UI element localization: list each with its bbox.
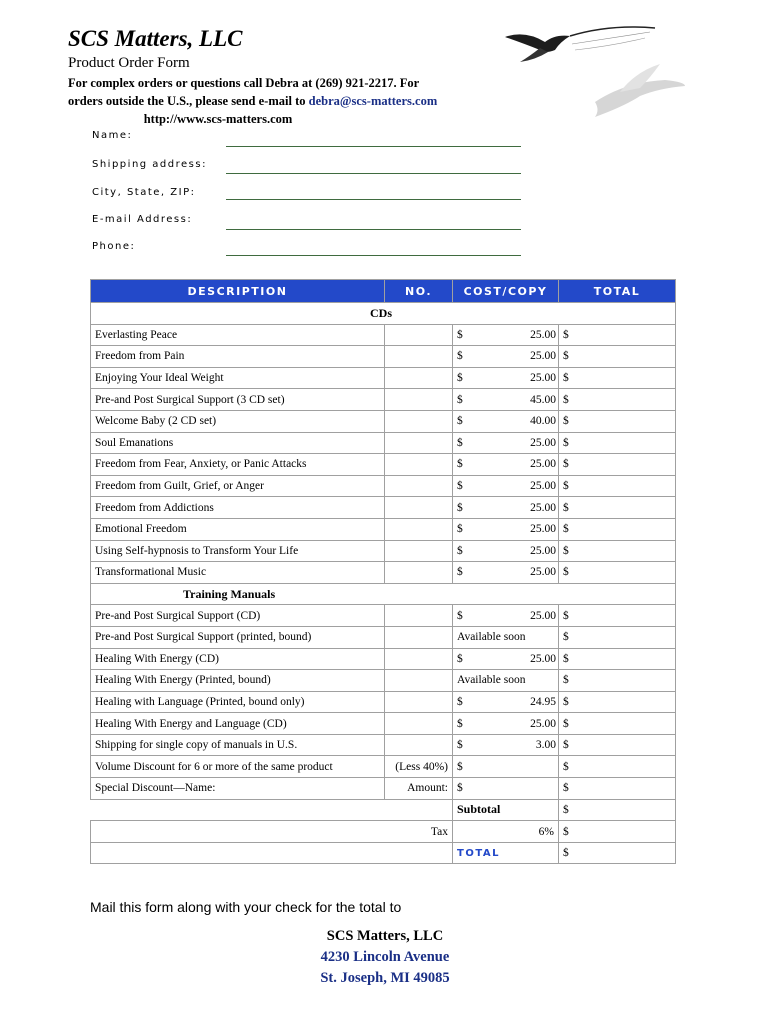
currency-symbol: $ bbox=[457, 717, 463, 730]
currency-symbol: $ bbox=[563, 501, 569, 514]
intro-text bbox=[68, 74, 488, 128]
currency-symbol: $ bbox=[563, 717, 569, 730]
quantity-input[interactable] bbox=[385, 691, 453, 713]
table-row bbox=[91, 497, 676, 519]
currency-symbol: $ bbox=[563, 480, 569, 493]
currency-symbol: $ bbox=[457, 609, 463, 622]
currency-symbol: $ bbox=[457, 501, 463, 514]
order-table bbox=[90, 279, 676, 864]
currency-symbol: $ bbox=[563, 393, 569, 406]
table-row bbox=[91, 605, 676, 627]
blank-cell bbox=[91, 799, 453, 821]
cost-header: COST/COPY bbox=[453, 280, 559, 303]
item-description: Healing with Language (Printed, bound only) bbox=[91, 691, 385, 713]
line-total-cell[interactable] bbox=[559, 497, 676, 519]
cost-cell bbox=[453, 389, 559, 411]
cost-cell bbox=[453, 518, 559, 540]
currency-symbol: $ bbox=[457, 436, 463, 449]
item-description: Pre-and Post Surgical Support (printed, bound) bbox=[91, 626, 385, 648]
quantity-input[interactable] bbox=[385, 626, 453, 648]
currency-symbol: $ bbox=[457, 372, 463, 385]
line-total-cell[interactable] bbox=[559, 454, 676, 476]
mail-company-name: SCS Matters, LLC bbox=[326, 928, 444, 944]
table-row bbox=[91, 367, 676, 389]
line-total-cell[interactable] bbox=[559, 713, 676, 735]
currency-symbol: $ bbox=[457, 544, 463, 557]
currency-symbol: $ bbox=[563, 782, 569, 795]
cost-cell bbox=[453, 734, 559, 756]
tax-row bbox=[91, 821, 676, 843]
company-name: SCS Matters, LLC bbox=[68, 26, 243, 51]
table-row bbox=[91, 648, 676, 670]
quantity-input[interactable] bbox=[385, 324, 453, 346]
special-discount-amount[interactable] bbox=[453, 778, 559, 800]
cost-cell bbox=[453, 713, 559, 735]
currency-symbol: $ bbox=[563, 523, 569, 536]
table-header-row bbox=[91, 280, 676, 303]
table-row bbox=[91, 389, 676, 411]
unit-cost: 24.95 bbox=[530, 695, 556, 708]
bird-logo-icon bbox=[500, 22, 690, 122]
cost-cell bbox=[453, 670, 559, 692]
quantity-input[interactable] bbox=[385, 454, 453, 476]
line-total-cell[interactable] bbox=[559, 605, 676, 627]
line-total-cell[interactable] bbox=[559, 410, 676, 432]
line-total-cell[interactable] bbox=[559, 346, 676, 368]
currency-symbol: $ bbox=[563, 372, 569, 385]
availability-note: Available soon bbox=[457, 674, 526, 687]
currency-symbol: $ bbox=[563, 760, 569, 773]
table-row bbox=[91, 734, 676, 756]
currency-symbol: $ bbox=[563, 847, 569, 860]
no-header: NO. bbox=[385, 280, 453, 303]
phone-field[interactable] bbox=[226, 255, 521, 256]
currency-symbol: $ bbox=[563, 674, 569, 687]
city-state-zip-label: City, State, ZIP: bbox=[92, 187, 196, 198]
line-total-cell[interactable] bbox=[559, 540, 676, 562]
quantity-input[interactable] bbox=[385, 475, 453, 497]
form-title: Product Order Form bbox=[68, 55, 190, 71]
currency-symbol: $ bbox=[457, 695, 463, 708]
item-description: Healing With Energy and Language (CD) bbox=[91, 713, 385, 735]
section-row bbox=[91, 583, 676, 605]
email-link[interactable]: debra@scs-matters.com bbox=[308, 94, 438, 108]
currency-symbol: $ bbox=[457, 739, 463, 752]
unit-cost: 25.00 bbox=[530, 328, 556, 341]
volume-discount-description: Volume Discount for 6 or more of the same product bbox=[91, 756, 385, 778]
quantity-input[interactable] bbox=[385, 540, 453, 562]
item-description: Freedom from Pain bbox=[91, 346, 385, 368]
quantity-input[interactable] bbox=[385, 670, 453, 692]
table-row bbox=[91, 432, 676, 454]
currency-symbol: $ bbox=[563, 739, 569, 752]
currency-symbol: $ bbox=[457, 652, 463, 665]
cost-cell bbox=[453, 691, 559, 713]
total-header: TOTAL bbox=[559, 280, 676, 303]
currency-symbol: $ bbox=[563, 436, 569, 449]
mail-instructions: Mail this form along with your check for the total to bbox=[90, 899, 402, 915]
item-description: Emotional Freedom bbox=[91, 518, 385, 540]
item-description: Enjoying Your Ideal Weight bbox=[91, 367, 385, 389]
currency-symbol: $ bbox=[457, 566, 463, 579]
item-description: Pre-and Post Surgical Support (CD) bbox=[91, 605, 385, 627]
quantity-input[interactable] bbox=[385, 713, 453, 735]
item-description: Healing With Energy (CD) bbox=[91, 648, 385, 670]
currency-symbol: $ bbox=[563, 695, 569, 708]
table-row bbox=[91, 454, 676, 476]
line-total-cell[interactable] bbox=[559, 670, 676, 692]
table-row bbox=[91, 346, 676, 368]
currency-symbol: $ bbox=[563, 803, 569, 816]
volume-discount-amount[interactable] bbox=[453, 756, 559, 778]
currency-symbol: $ bbox=[457, 350, 463, 363]
line-total-cell[interactable] bbox=[559, 648, 676, 670]
subtotal-row bbox=[91, 799, 676, 821]
phone-label: Phone: bbox=[92, 241, 136, 252]
table-row bbox=[91, 626, 676, 648]
currency-symbol: $ bbox=[563, 544, 569, 557]
item-description: Shipping for single copy of manuals in U.S. bbox=[91, 734, 385, 756]
unit-cost: 40.00 bbox=[530, 415, 556, 428]
line-total-cell[interactable] bbox=[559, 389, 676, 411]
tax-label: Tax bbox=[91, 821, 453, 843]
special-discount-total[interactable] bbox=[559, 778, 676, 800]
currency-symbol: $ bbox=[457, 523, 463, 536]
currency-symbol: $ bbox=[563, 609, 569, 622]
item-description: Freedom from Guilt, Grief, or Anger bbox=[91, 475, 385, 497]
volume-discount-total[interactable] bbox=[559, 756, 676, 778]
unit-cost: 3.00 bbox=[535, 739, 556, 752]
cost-cell bbox=[453, 497, 559, 519]
volume-discount-label: (Less 40%) bbox=[385, 756, 453, 778]
quantity-input[interactable] bbox=[385, 346, 453, 368]
email-address-field[interactable] bbox=[226, 229, 521, 230]
website-link[interactable]: http://www.scs-matters.com bbox=[143, 112, 293, 126]
currency-symbol: $ bbox=[563, 415, 569, 428]
table-row bbox=[91, 324, 676, 346]
cost-cell bbox=[453, 475, 559, 497]
unit-cost: 25.00 bbox=[530, 350, 556, 363]
item-description: Freedom from Fear, Anxiety, or Panic Attacks bbox=[91, 454, 385, 476]
quantity-input[interactable] bbox=[385, 497, 453, 519]
total-row bbox=[91, 842, 676, 864]
item-description: Soul Emanations bbox=[91, 432, 385, 454]
table-row bbox=[91, 540, 676, 562]
currency-symbol: $ bbox=[563, 328, 569, 341]
cost-cell bbox=[453, 540, 559, 562]
currency-symbol: $ bbox=[457, 415, 463, 428]
table-row bbox=[91, 562, 676, 584]
cost-cell bbox=[453, 410, 559, 432]
item-description: Freedom from Addictions bbox=[91, 497, 385, 519]
table-row bbox=[91, 713, 676, 735]
unit-cost: 25.00 bbox=[530, 566, 556, 579]
unit-cost: 25.00 bbox=[530, 523, 556, 536]
currency-symbol: $ bbox=[457, 480, 463, 493]
line-total-cell[interactable] bbox=[559, 475, 676, 497]
table-row bbox=[91, 670, 676, 692]
cost-cell bbox=[453, 605, 559, 627]
currency-symbol: $ bbox=[563, 458, 569, 471]
unit-cost: 25.00 bbox=[530, 717, 556, 730]
section-training-manuals: Training Manuals bbox=[91, 583, 676, 605]
cost-cell bbox=[453, 346, 559, 368]
cost-cell bbox=[453, 367, 559, 389]
unit-cost: 25.00 bbox=[530, 609, 556, 622]
currency-symbol: $ bbox=[563, 350, 569, 363]
special-discount-row bbox=[91, 778, 676, 800]
line-total-cell[interactable] bbox=[559, 626, 676, 648]
item-description: Using Self-hypnosis to Transform Your Life bbox=[91, 540, 385, 562]
volume-discount-row bbox=[91, 756, 676, 778]
intro-line-1: For complex orders or questions call Debra at (269) 921-2217. For bbox=[68, 76, 420, 90]
currency-symbol: $ bbox=[563, 652, 569, 665]
quantity-input[interactable] bbox=[385, 605, 453, 627]
line-total-cell[interactable] bbox=[559, 562, 676, 584]
mail-city: St. Joseph, MI 49085 bbox=[320, 970, 450, 986]
mail-street: 4230 Lincoln Avenue bbox=[320, 949, 450, 965]
currency-symbol: $ bbox=[457, 760, 463, 773]
subtotal-value[interactable] bbox=[559, 799, 676, 821]
cost-cell bbox=[453, 454, 559, 476]
unit-cost: 25.00 bbox=[530, 480, 556, 493]
tax-rate: 6% bbox=[453, 821, 559, 843]
unit-cost: 25.00 bbox=[530, 652, 556, 665]
quantity-input[interactable] bbox=[385, 410, 453, 432]
table-row bbox=[91, 691, 676, 713]
line-total-cell[interactable] bbox=[559, 691, 676, 713]
table-row bbox=[91, 518, 676, 540]
table-row bbox=[91, 410, 676, 432]
currency-symbol: $ bbox=[457, 458, 463, 471]
line-total-cell[interactable] bbox=[559, 734, 676, 756]
quantity-input[interactable] bbox=[385, 648, 453, 670]
special-discount-description: Special Discount—Name: bbox=[91, 778, 385, 800]
line-total-cell[interactable] bbox=[559, 324, 676, 346]
table-row bbox=[91, 475, 676, 497]
quantity-input[interactable] bbox=[385, 518, 453, 540]
cost-cell bbox=[453, 562, 559, 584]
section-cds: CDs bbox=[91, 303, 676, 325]
quantity-input[interactable] bbox=[385, 734, 453, 756]
city-state-zip-field[interactable] bbox=[226, 199, 521, 200]
currency-symbol: $ bbox=[563, 825, 569, 838]
quantity-input[interactable] bbox=[385, 432, 453, 454]
name-label: Name: bbox=[92, 130, 133, 141]
cost-cell bbox=[453, 432, 559, 454]
subtotal-label: Subtotal bbox=[453, 799, 559, 821]
tax-value[interactable] bbox=[559, 821, 676, 843]
shipping-address-field[interactable] bbox=[226, 173, 521, 174]
quantity-input[interactable] bbox=[385, 367, 453, 389]
total-value[interactable] bbox=[559, 842, 676, 864]
unit-cost: 25.00 bbox=[530, 372, 556, 385]
currency-symbol: $ bbox=[563, 566, 569, 579]
unit-cost: 25.00 bbox=[530, 544, 556, 557]
special-discount-label: Amount: bbox=[385, 778, 453, 800]
currency-symbol: $ bbox=[457, 328, 463, 341]
unit-cost: 25.00 bbox=[530, 458, 556, 471]
currency-symbol: $ bbox=[457, 393, 463, 406]
cost-cell bbox=[453, 626, 559, 648]
unit-cost: 25.00 bbox=[530, 436, 556, 449]
blank-cell bbox=[91, 842, 453, 864]
quantity-input[interactable] bbox=[385, 389, 453, 411]
item-description: Pre-and Post Surgical Support (3 CD set) bbox=[91, 389, 385, 411]
email-address-label: E-mail Address: bbox=[92, 214, 193, 225]
total-label: TOTAL bbox=[453, 842, 559, 864]
cost-cell bbox=[453, 324, 559, 346]
quantity-input[interactable] bbox=[385, 562, 453, 584]
item-description: Healing With Energy (Printed, bound) bbox=[91, 670, 385, 692]
currency-symbol: $ bbox=[563, 631, 569, 644]
line-total-cell[interactable] bbox=[559, 432, 676, 454]
name-field[interactable] bbox=[226, 146, 521, 147]
description-header: DESCRIPTION bbox=[91, 280, 385, 303]
item-description: Welcome Baby (2 CD set) bbox=[91, 410, 385, 432]
availability-note: Available soon bbox=[457, 631, 526, 644]
item-description: Everlasting Peace bbox=[91, 324, 385, 346]
intro-line-2: orders outside the U.S., please send e-mail to bbox=[68, 94, 309, 108]
currency-symbol: $ bbox=[457, 782, 463, 795]
unit-cost: 45.00 bbox=[530, 393, 556, 406]
cost-cell bbox=[453, 648, 559, 670]
unit-cost: 25.00 bbox=[530, 501, 556, 514]
shipping-address-label: Shipping address: bbox=[92, 159, 207, 170]
item-description: Transformational Music bbox=[91, 562, 385, 584]
line-total-cell[interactable] bbox=[559, 367, 676, 389]
line-total-cell[interactable] bbox=[559, 518, 676, 540]
